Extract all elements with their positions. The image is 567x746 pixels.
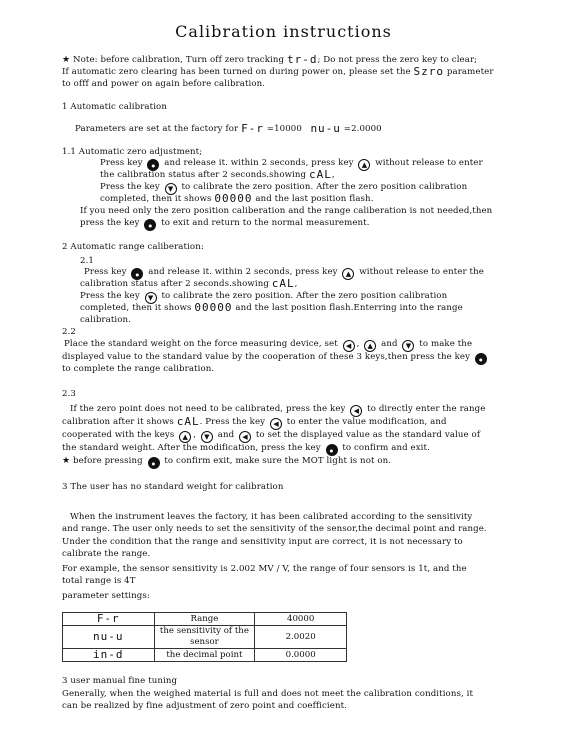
- s23-line-1: If the zero point does not need to be calibrated, press the key ◀ to directly enter the range: [70, 404, 486, 415]
- s21-line-3: Press the key ▼ to calibrate the zero position. After the zero position calibration: [80, 291, 448, 302]
- section-2-heading: 2 Automatic range caliberation:: [62, 242, 204, 252]
- s11-line-1: Press key ● and release it. within 2 seconds, press key ▲ without release to enter: [100, 157, 483, 171]
- table-row: [63, 649, 347, 662]
- display-symbol-cal: cAL: [176, 415, 200, 428]
- s3-para-line-2: and range. The user only needs to set the sensitivity of the sensor,the decimal point and range.: [62, 524, 487, 534]
- note-line-3: to offf and power on again before calibration.: [62, 79, 266, 89]
- table-cell-value: 40000: [255, 613, 347, 626]
- display-symbol-f-r: F-r: [241, 122, 264, 135]
- note-line-1: ★ Note: before calibration, Turn off zero tracking tr-d; Do not press the zero key to clear;: [62, 53, 478, 66]
- s11-line-4: completed, then it shows 00000 and the last position flash.: [100, 192, 374, 205]
- s11-line-6: press the key ● to exit and return to the normal measurement.: [80, 217, 370, 231]
- down-key-icon: ▼: [201, 431, 213, 443]
- parameter-table: [62, 612, 347, 662]
- table-row: [63, 613, 347, 626]
- s11-line-5: If you need only the zero position caliberation and the range caliberation is not needed,then: [80, 206, 493, 216]
- up-key-icon: ▲: [358, 159, 370, 171]
- s3-para-line-6: total range is 4T: [62, 576, 136, 586]
- s3b-para-line-2: can be realized by fine adjustment of zero point and coefficient.: [62, 701, 347, 711]
- subsection-2-3: 2.3: [62, 389, 76, 399]
- s11-line-2: the calibration status after 2 seconds.showing cAL,: [100, 168, 335, 181]
- s23-line-4: the standard weight. After the modification, press the key ● to confirm and exit.: [62, 442, 430, 456]
- s21-line-1: Press key ● and release it. within 2 seconds, press key ▲ without release to enter the: [84, 266, 484, 280]
- display-symbol-cal: cAL: [271, 277, 295, 290]
- table-cell-code: F-r: [63, 613, 155, 626]
- left-key-icon: ◀: [270, 418, 282, 430]
- down-key-icon: ▼: [145, 292, 157, 304]
- table-cell-name: the sensitivity of the sensor: [154, 626, 255, 649]
- enter-key-icon: [475, 353, 487, 365]
- display-symbol-cal: cAL: [308, 168, 332, 181]
- table-cell-code: in-d: [63, 649, 155, 662]
- page-title: Calibration instructions: [175, 22, 392, 41]
- enter-key-icon: [148, 457, 160, 469]
- factory-parameters: Parameters are set at the factory for F-r =10000 nu-u =2.0000: [75, 122, 382, 135]
- display-symbol-zeros: 00000: [194, 301, 233, 314]
- s3-para-line-4: calibrate the range.: [62, 549, 151, 559]
- s3-para-line-3: Under the condition that the range and sensitivity input are correct, it is not necessary to: [62, 537, 463, 547]
- section-3b-heading: 3 user manual fine tuning: [62, 676, 178, 686]
- s23-line-2: calibration after it shows cAL. Press the key ◀ to enter the value modification, and: [62, 415, 447, 428]
- subsection-2-2: 2.2: [62, 327, 76, 337]
- s21-line-5: calibration.: [80, 315, 132, 325]
- table-cell-code: nu-u: [63, 626, 155, 649]
- down-key-icon: ▼: [165, 183, 177, 195]
- enter-key-icon: [144, 219, 156, 231]
- up-key-icon: ▲: [364, 340, 376, 352]
- left-key-icon: ◀: [239, 431, 251, 443]
- table-cell-name: Range: [154, 613, 255, 626]
- note-line-2: If automatic zero clearing has been turned on during power on, please set the Szro parameter: [62, 65, 494, 78]
- section-3-heading: 3 The user has no standard weight for calibration: [62, 482, 284, 492]
- section-1-heading: 1 Automatic calibration: [62, 102, 167, 112]
- s22-line-2: displayed value to the standard value by the cooperation of these 3 keys,then press the key ●: [62, 351, 489, 365]
- s22-line-1: Place the standard weight on the force measuring device, set ◀ , ▲ and ▼ to make the: [64, 339, 473, 350]
- table-cell-value: 2.0020: [255, 626, 347, 649]
- s23-line-3: cooperated with the keys ▲ , ▼ and ◀ to set the displayed value as the standard value of: [62, 430, 481, 441]
- left-key-icon: ◀: [343, 340, 355, 352]
- subsection-2-1: 2.1: [80, 256, 94, 266]
- s21-line-4: completed, then it shows 00000 and the last position flash.Enterring into the range: [80, 301, 463, 314]
- s3b-para-line-1: Generally, when the weighed material is full and does not meet the calibration conditions, it: [62, 689, 474, 699]
- s3-para-line-1: When the instrument leaves the factory, it has been calibrated according to the sensitivity: [70, 512, 473, 522]
- s23-line-5: ★ before pressing ● to confirm exit, make sure the MOT light is not on.: [62, 455, 391, 469]
- up-key-icon: ▲: [179, 431, 191, 443]
- s22-line-3: to complete the range calibration.: [62, 364, 215, 374]
- s11-line-3: Press the key ▼ to calibrate the zero position. After the zero position calibration: [100, 182, 468, 193]
- left-key-icon: ◀: [350, 405, 362, 417]
- display-symbol-szro: Szro: [413, 65, 445, 78]
- table-row: [63, 626, 347, 649]
- s3-para-line-7: parameter settings:: [62, 591, 150, 601]
- star-icon: ★: [62, 55, 71, 65]
- down-key-icon: ▼: [402, 340, 414, 352]
- table-cell-name: the decimal point: [154, 649, 255, 662]
- display-symbol-zeros: 00000: [214, 192, 253, 205]
- table-cell-value: 0.0000: [255, 649, 347, 662]
- s21-line-2: calibration status after 2 seconds.showing cAL,: [80, 277, 298, 290]
- section-1-1-heading: 1.1 Automatic zero adjustment;: [62, 147, 203, 157]
- star-icon: ★: [62, 456, 71, 466]
- display-symbol-nu-u: nu-u: [310, 122, 341, 135]
- display-symbol-tr-d: tr-d: [286, 53, 318, 66]
- up-key-icon: ▲: [342, 268, 354, 280]
- s3-para-line-5: For example, the sensor sensitivity is 2.002 MV / V, the range of four sensors is 1t, and the: [62, 564, 467, 574]
